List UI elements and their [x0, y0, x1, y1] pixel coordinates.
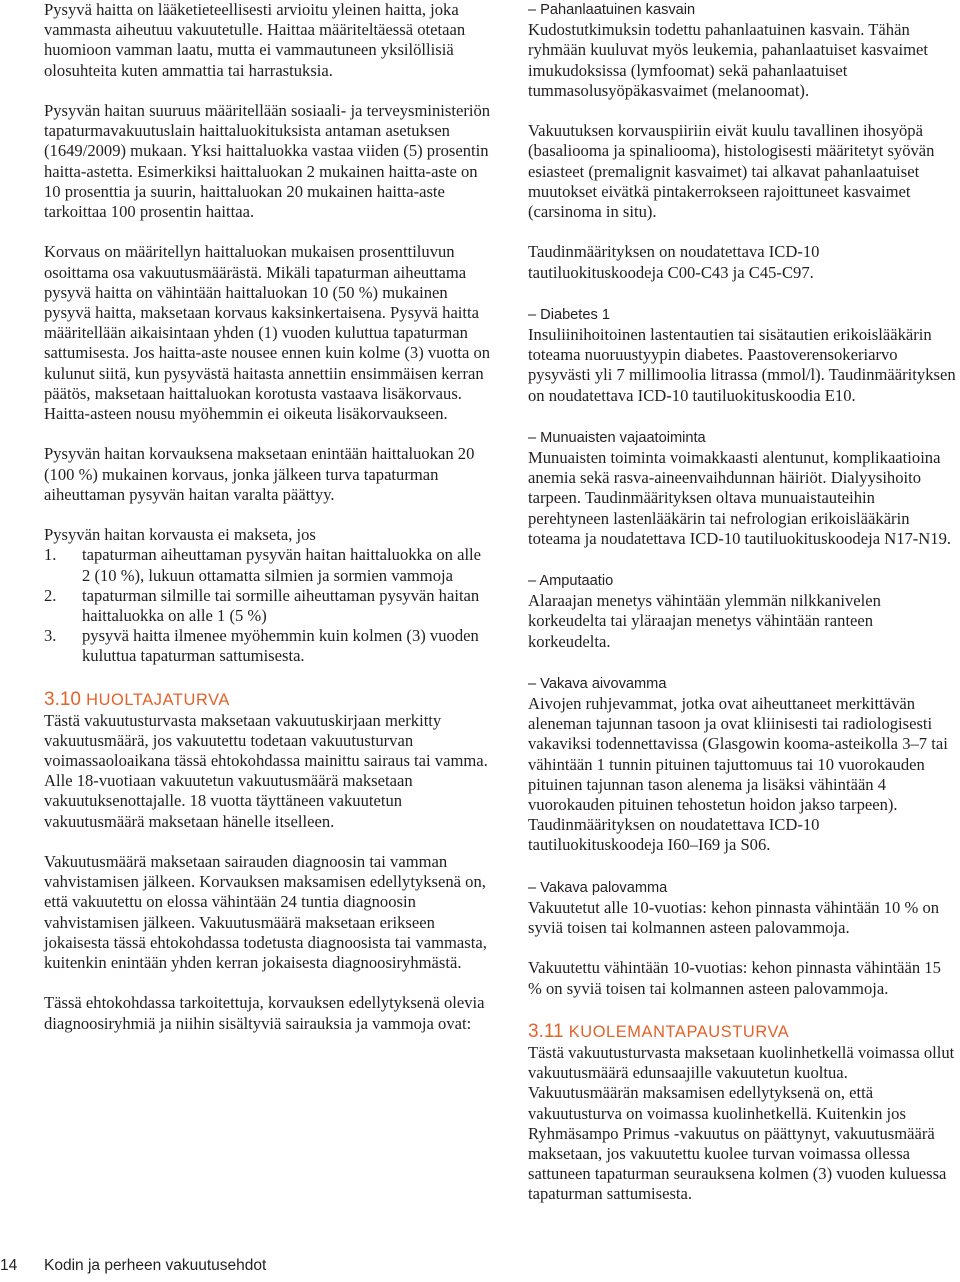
- right-column: [528, 0, 956, 1205]
- paragraph-vakava-aivovamma: Aivojen ruhjevammat, jotka ovat aiheuttaneet merkittävän aleneman tajunnan tasoon ja ovat kliinisesti tai radiologisesti vakaviksi todennettavissa (Glasgowin kooma-asteikolla 3–7 tai vähintään 1 tunnin pituinen tajuttomuus tai 10 vuorokauden pituinen tajunnan tason alenema ja lisäksi vähintään 4 vuorokauden pituinen tehostetun hoidon jakso tarpeen). Taudinmäärityksen on noudatettava ICD-10 tautiluokituskoodeja I60–I69 ja S06.: [528, 694, 948, 855]
- list-item: [44, 586, 492, 626]
- subheading-vakava-palovamma: – Vakava palovamma: [528, 879, 668, 896]
- paragraph-korvauspiiri-ei-kuulu: Vakuutuksen korvauspiiriin eivät kuulu tavallinen ihosyöpä (basaliooma ja spinaliooma), histologisesti määritetyt syövän esiasteet (premalignit kasvaimet) tai alkavat pahanlaatuiset muutokset eivätkä pintakerrokseen rajoittuneet kasvaimet (carsinoma in situ).: [528, 121, 935, 222]
- list-item-text: pysyvä haitta ilmenee myöhemmin kuin kolmen (3) vuoden kuluttua tapaturman sattumisesta.: [82, 626, 479, 666]
- section-title: KUOLEMANTAPAUSTURVA: [568, 1022, 790, 1041]
- section-number: 3.10: [44, 688, 81, 710]
- subheading-pahanlaatuinen-kasvain: – Pahanlaatuinen kasvain: [528, 2, 696, 18]
- paragraph-korvaus-maaritelty: Korvaus on määritellyn haittaluokan mukaisen prosenttiluvun osoittama osa vakuutusmäärästä. Mikäli tapaturman aiheuttama pysyvä haitta on vähintään haittaluokan 10 (50 %) mukainen pysyvä haitta, maksetaan korvaus kaksinkertaisena. Pysyvä haitta määritellään aikaisintaan yhden (1) vuoden kuluttua tapaturman sattumisesta. Jos haitta-aste nousee ennen kuin kolme (3) vuotta on kulunut siitä, kun pysyvästä haitasta annettiin ensimmäisen kerran päätös, maksetaan haittaluokan korotusta vastaava lisäkorvaus. Haitta-asteen nousu myöhemmin ei oikeuta lisäkorvaukseen.: [44, 242, 491, 424]
- section-heading-huoltajaturva: [44, 689, 492, 711]
- paragraph-icd-kasvain: Taudinmäärityksen on noudatettava ICD-10 tautiluokituskoodeja C00-C43 ja C45-C97.: [528, 242, 820, 282]
- paragraph-haitan-suuruus: Pysyvän haitan suuruus määritellään sosiaali- ja terveysministeriön tapaturmavakuutuslain haittaluokituksista antaman asetuksen (1649/2009) mukaan. Yksi haittaluokka vastaa viiden (5) prosentin haitta-astetta. Esimerkiksi haittaluokan 2 mukainen haitta-aste on 10 prosenttia ja suurin, haittaluokan 20 mukainen haitta-aste tarkoittaa 100 prosentin haittaa.: [44, 101, 491, 222]
- section-heading-kuolemantapausturva: [528, 1021, 956, 1043]
- paragraph-pysyva-haitta-definition: Pysyvä haitta on lääketieteellisesti arvioitu yleinen haitta, joka vammasta aiheutuu vakuutetulle. Haittaa määriteltäessä otetaan huomioon vamman laatu, mutta ei vammautuneen yksilöllisiä olosuhteita kuten ammattia tai harrastuksia.: [44, 0, 466, 80]
- paragraph-diabetes: Insuliinihoitoinen lastentautien tai sisätautien erikoislääkärin toteama nuoruustyypin diabetes. Paastoverensokeriarvo pysyvästi yli 7 millimoolia litrassa (mmol/l). Taudinmäärityksen on noudatettava ICD-10 tautiluokituskoodia E10.: [528, 325, 956, 405]
- exclusion-list: [44, 545, 492, 666]
- paragraph-diagnoosiryhmat: Tässä ehtokohdassa tarkoitettuja, korvauksen edellytyksenä olevia diagnoosiryhmiä ja niihin sisältyviä sairauksia ja vammoja ovat:: [44, 993, 485, 1033]
- list-item: [44, 545, 492, 585]
- paragraph-munuaisten-vajaatoiminta: Munuaisten toiminta voimakkaasti alentunut, komplikaatioina anemia sekä rasva-aineenvaihdunnan häiriöt. Dialyysihoito tarpeen. Taudinmäärityksen oltava munuaistauteihin perehtyneen lastenlääkärin tai nefrologian erikoislääkärin toteama ja noudatettava ICD-10 tautiluokituskoodeja N17-N19.: [528, 448, 952, 548]
- footer-title: Kodin ja perheen vakuutusehdot: [44, 1257, 267, 1274]
- paragraph-korvaus-enintaan: Pysyvän haitan korvauksena maksetaan enintään haittaluokan 20 (100 %) mukainen korvaus, jonka jälkeen turva tapaturman aiheuttaman pysyvän haitan varalta päättyy.: [44, 444, 475, 504]
- subheading-diabetes: – Diabetes 1: [528, 306, 610, 323]
- list-item: [44, 626, 492, 666]
- paragraph-palovamma-alle-10: Vakuutetut alle 10-vuotias: kehon pinnasta vähintään 10 % on syviä toisen tai kolmannen asteen palovammoja.: [528, 897, 940, 938]
- list-item-number: 2.: [44, 585, 57, 605]
- paragraph-palovamma-vahintaan-10: Vakuutettu vähintään 10-vuotias: kehon pinnasta vähintään 15 % on syviä toisen tai kolmannen asteen palovammoja.: [528, 958, 941, 998]
- section-title: HUOLTAJATURVA: [86, 690, 230, 709]
- paragraph-amputaatio: Alaraajan menetys vähintään ylemmän nilkkanivelen korkeudelta tai yläraajan menetys vähintään ranteen korkeudelta.: [528, 591, 881, 651]
- paragraph-vakuutusmaara-maksetaan: Vakuutusmäärä maksetaan sairauden diagnoosin tai vamman vahvistamisen jälkeen. Korvauksen maksamisen edellytyksenä on, että vakuutettu on elossa vähintään 24 tuntia diagnoosin vahvistamisen jälkeen. Vakuutusmäärä maksetaan erikseen jokaisesta tässä ehtokohdassa todetusta diagnoosista tai vammasta, kuitenkin enintään yhden kerran jokaisesta diagnoosiryhmästä.: [44, 852, 487, 973]
- list-item-number: 3.: [44, 626, 57, 646]
- left-column: [44, 0, 492, 1034]
- subheading-vakava-aivovamma: – Vakava aivovamma: [528, 675, 667, 692]
- subheading-amputaatio: – Amputaatio: [528, 573, 614, 590]
- list-item-text: tapaturman aiheuttaman pysyvän haitan haittaluokka on alle 2 (10 %), lukuun ottamatta silmien ja sormien vammoja: [82, 545, 482, 585]
- section-number: 3.11: [528, 1020, 564, 1042]
- list-item-text: tapaturman silmille tai sormille aiheuttaman pysyvän haitan haittaluokka on alle 1 (5 %): [82, 585, 480, 626]
- list-item-number: 1.: [44, 545, 57, 565]
- subheading-munuaisten-vajaatoiminta: – Munuaisten vajaatoiminta: [528, 429, 706, 446]
- paragraph-huoltajaturva-intro: Tästä vakuutusturvasta maksetaan vakuutuskirjaan merkitty vakuutusmäärä, jos vakuutettu todetaan vakuutusturvan voimassaoloaikana tässä ehtokohdassa mainittu sairaus tai vamma. Alle 18-vuotiaan vakuutetun vakuutusmäärä maksetaan vakuutuksenottajalle. 18 vuotta täyttäneen vakuutetun vakuutusmäärä maksetaan hänelle itselleen.: [44, 710, 488, 831]
- paragraph-pahanlaatuinen-kasvain: Kudostutkimuksin todettu pahanlaatuinen kasvain. Tähän ryhmään kuuluvat myös leukemia, pahanlaatuiset kasvaimet imukudoksissa (lymfoomat) sekä pahanlaatuiset tummasolusyöpäkasvaimet (melanoomat).: [528, 20, 928, 100]
- paragraph-ei-makseta-intro: Pysyvän haitan korvausta ei makseta, jos: [44, 525, 316, 545]
- page-number: 14: [0, 1257, 18, 1274]
- paragraph-kuolemantapausturva: Tästä vakuutusturvasta maksetaan kuolinhetkellä voimassa ollut vakuutusmäärä edunsaajille vakuutetun kuoltua. Vakuutusmäärän maksamisen edellytyksenä on, että vakuutusturva on voimassa kuolinhetkellä. Kuitenkin jos Ryhmäsampo Primus -vakuutus on päättynyt, vakuutusmäärä maksetaan, jos vakuutettu kuolee turvan voimassa ollessa sattuneen tapaturman seurauksena kolmen (3) vuoden kuluessa tapaturman sattumisesta.: [528, 1042, 955, 1204]
